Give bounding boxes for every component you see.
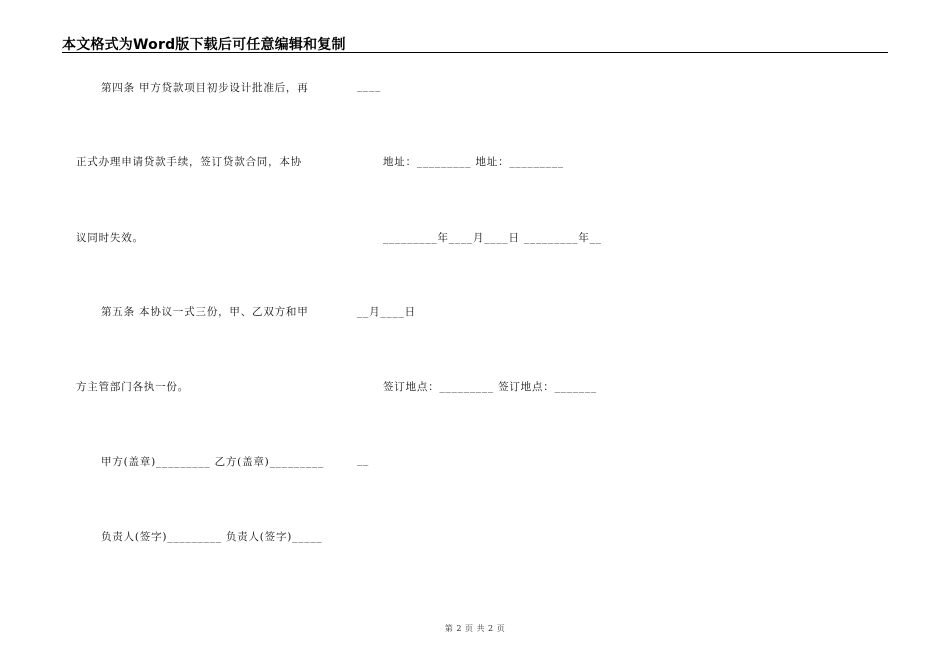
- seal-line: 甲方(盖章)_________ 乙方(盖章)_________: [101, 456, 325, 468]
- clause-four-line-3: 议同时失效。: [76, 232, 144, 244]
- right-blank-2: __: [357, 454, 370, 466]
- document-header-title: 本文格式为Word版下载后可任意编辑和复制: [62, 37, 346, 53]
- signature-line: 负责人(签字)_________ 负责人(签字)_____: [101, 531, 323, 543]
- page-number: 第 2 页 共 2 页: [444, 624, 506, 633]
- clause-five-line-2: 方主管部门各执一份。: [76, 381, 189, 393]
- header-divider: [62, 52, 888, 53]
- clause-four-line-1: 第四条 甲方贷款项目初步设计批准后，再: [101, 82, 309, 94]
- right-blank-1: ____: [357, 80, 382, 92]
- clause-four-line-2: 正式办理申请贷款手续，签订贷款合同，本协: [76, 156, 302, 168]
- clause-five-line-1: 第五条 本协议一式三份，甲、乙双方和甲: [101, 306, 309, 318]
- signing-place-line: 签订地点：_________ 签订地点：_______: [383, 381, 597, 393]
- address-line: 地址：_________ 地址：_________: [383, 156, 564, 168]
- date-line: _________年____月____日 _________年__: [383, 232, 602, 244]
- date-continuation-line: __月____日: [357, 306, 416, 318]
